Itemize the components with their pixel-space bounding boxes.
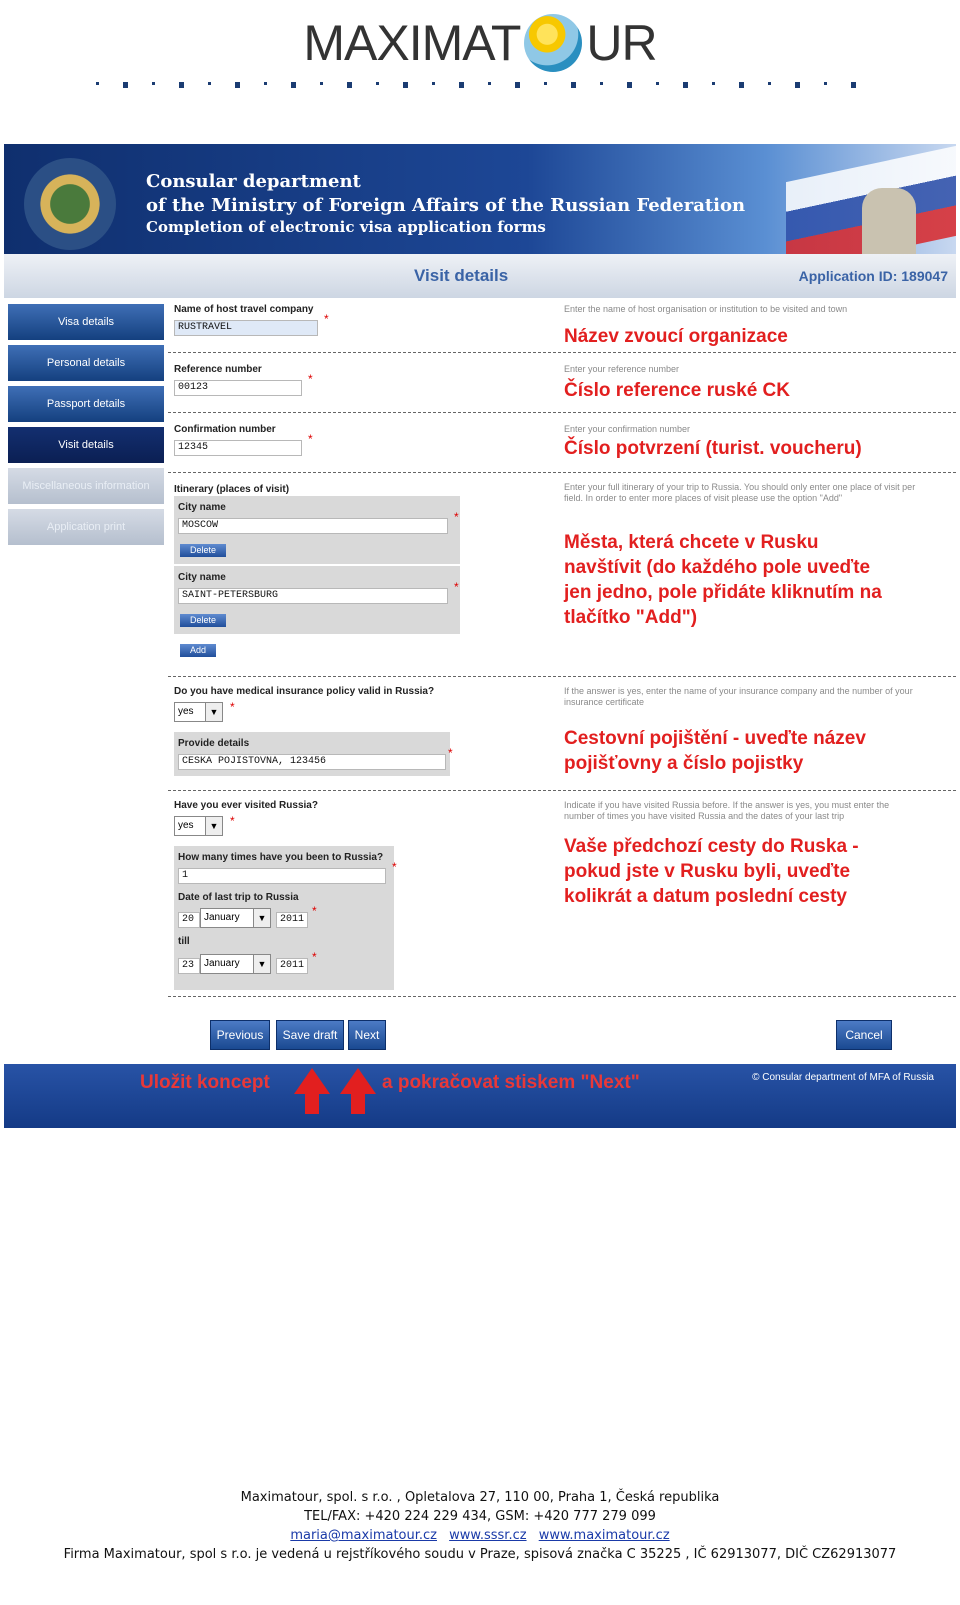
continue-next-note: a pokračovat stiskem "Next" [382,1072,640,1093]
times-visited-label: How many times have you been to Russia? [178,852,384,863]
chevron-down-icon: ▼ [253,955,270,973]
insurance-select-value: yes [178,706,194,717]
sidebar-item-misc-info: Miscellaneous information [8,468,164,504]
month-value: January [204,912,240,923]
application-id: Application ID: 189047 [798,268,948,284]
divider [168,676,956,677]
delete-city-button-1[interactable]: Delete [180,544,226,557]
czech-line: Vaše předchozí cesty do Ruska - [564,836,859,857]
visited-label: Have you ever visited Russia? [174,800,318,811]
divider [168,790,956,791]
last-trip-till-month[interactable] [200,954,271,974]
last-trip-till-year[interactable]: 2011 [276,958,308,974]
czech-line: jen jedno, pole přidáte kliknutím na [564,582,882,603]
divider [168,352,956,353]
cancel-button[interactable]: Cancel [836,1020,892,1050]
divider [168,472,956,473]
next-button[interactable]: Next [348,1020,386,1050]
visa-form-screenshot [4,144,956,1159]
insurance-label: Do you have medical insurance policy valid in Russia? [174,686,435,697]
czech-line: Cestovní pojištění - uveďte název [564,728,866,749]
required-marker: * [230,814,235,828]
host-company-hint: Enter the name of host organisation or institution to be visited and town [564,304,848,314]
itinerary-hint: Enter your full itinerary of your trip to Russia. You should only enter one place of visit per field. In order to enter more places of visit please use the option "Add" [564,482,916,503]
city-name-label: City name [178,502,226,513]
host-company-czech-note: Název zvoucí organizace [564,326,788,347]
chevron-down-icon: ▼ [205,703,222,721]
czech-line: pokud jste v Rusku byli, uveďte [564,861,851,882]
arrow-up-icon [351,1092,365,1114]
confirmation-label: Confirmation number [174,424,276,435]
insurance-hint: If the answer is yes, enter the name of your insurance company and the number of your insurance certificate [564,686,913,707]
last-trip-label: Date of last trip to Russia [178,892,299,903]
section-titlebar [4,254,956,298]
company-phone: TEL/FAX: +420 224 229 434, GSM: +420 777 279 099 [304,1509,656,1524]
last-trip-from-year[interactable]: 2011 [276,912,308,928]
sidebar-item-passport-details[interactable]: Passport details [8,386,164,422]
divider [168,412,956,413]
previous-button[interactable]: Previous [210,1020,270,1050]
required-marker: * [324,312,329,326]
banner-title [146,170,745,218]
visited-czech-note [564,834,859,909]
confirmation-hint: Enter your confirmation number [564,424,691,434]
reference-czech-note: Číslo reference ruské CK [564,380,790,401]
logo-text-left: MAXIMAT [303,15,521,71]
arrow-up-icon [294,1068,330,1094]
city-input-1[interactable]: MOSCOW [178,518,448,534]
visited-hint: Indicate if you have visited Russia before. If the answer is yes, you must enter the number of times you have visited Russia and the dates of your last trip [564,800,890,821]
required-marker: * [312,904,317,918]
last-trip-till-day[interactable]: 23 [178,958,200,974]
reference-label: Reference number [174,364,262,375]
required-marker: * [308,372,313,386]
company-address: Maximatour, spol. s r.o. , Opletalova 27, 110 00, Praha 1, Česká republika [240,1490,720,1505]
insurance-czech-note [564,726,866,776]
city-name-label: City name [178,572,226,583]
itinerary-label: Itinerary (places of visit) [174,484,290,495]
last-trip-from-day[interactable]: 20 [178,912,200,928]
consular-banner [4,144,956,254]
chevron-down-icon: ▼ [253,909,270,927]
sidebar-item-visit-details[interactable]: Visit details [8,427,164,463]
insurance-select[interactable] [174,702,223,722]
reference-hint: Enter your reference number [564,364,680,374]
visited-select-value: yes [178,820,194,831]
required-marker: * [454,510,459,524]
sidebar-item-visa-details[interactable]: Visa details [8,304,164,340]
czech-line: navštívit (do každého pole uveďte [564,557,871,578]
till-label: till [178,936,190,947]
city-input-2[interactable]: SAINT-PETERSBURG [178,588,448,604]
chevron-down-icon: ▼ [205,817,222,835]
insurance-details-input[interactable]: CESKA POJISTOVNA, 123456 [178,754,446,770]
email-link[interactable]: maria@maximatour.cz [290,1528,437,1543]
host-company-label: Name of host travel company [174,304,314,315]
company-links [0,1528,960,1543]
confirmation-input[interactable]: 12345 [174,440,302,456]
reference-input[interactable]: 00123 [174,380,302,396]
save-draft-button[interactable]: Save draft [276,1020,344,1050]
required-marker: * [230,700,235,714]
coat-of-arms-icon [24,158,116,250]
copyright: © Consular department of MFA of Russia [752,1072,934,1083]
delete-city-button-2[interactable]: Delete [180,614,226,627]
arrow-up-icon [340,1068,376,1094]
company-registration: Firma Maximatour, spol s r.o. je vedená u rejstříkového soudu v Praze, spisová značka C 35225 , IČ 62913077, DIČ CZ62913077 [63,1547,897,1562]
banner-line-2: of the Ministry of Foreign Affairs of the Russian Federation [146,195,746,216]
times-visited-input[interactable]: 1 [178,868,386,884]
required-marker: * [448,746,453,760]
divider [168,996,956,997]
czech-line: tlačítko "Add") [564,607,698,628]
arrow-up-icon [305,1092,319,1114]
save-draft-note: Uložit koncept [140,1072,270,1093]
maximatour-logo [0,8,960,78]
confirmation-czech-note: Číslo potvrzení (turist. voucheru) [564,438,862,459]
required-marker: * [454,580,459,594]
required-marker: * [308,432,313,446]
banner-line-1: Consular department [146,171,361,192]
required-marker: * [392,860,397,874]
globe-icon [524,14,582,72]
last-trip-from-month[interactable] [200,908,271,928]
sidebar-item-personal-details[interactable]: Personal details [8,345,164,381]
czech-line: pojišťovny a číslo pojistky [564,753,804,774]
host-company-input[interactable]: RUSTRAVEL [174,320,318,336]
section-title: Visit details [414,266,509,285]
maximatour-link[interactable]: www.maximatour.cz [538,1528,670,1543]
visited-select[interactable] [174,816,223,836]
czech-line: kolikrát a datum poslední cesty [564,886,847,907]
banner-subtitle: Completion of electronic visa application forms [146,218,546,236]
required-marker: * [312,950,317,964]
logo-text-right: UR [586,15,657,71]
month-value: January [204,958,240,969]
form-footer-bar [4,1064,956,1128]
insurance-details-label: Provide details [178,738,250,749]
add-city-button[interactable]: Add [180,644,216,657]
sidebar [8,304,164,550]
sssr-link[interactable]: www.sssr.cz [449,1528,527,1543]
czech-line: Města, která chcete v Rusku [564,532,819,553]
sidebar-item-application-print: Application print [8,509,164,545]
ministry-building-icon [862,188,916,254]
itinerary-czech-note [564,530,882,630]
dotted-divider [96,82,856,88]
